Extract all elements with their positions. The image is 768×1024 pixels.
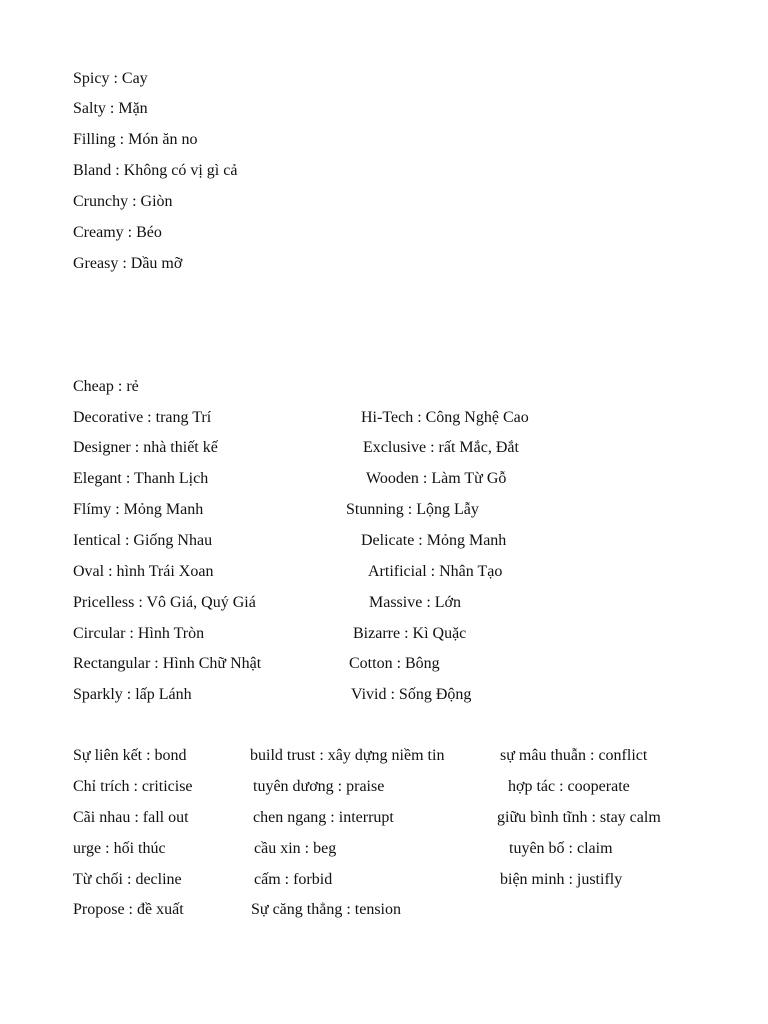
vocab-entry: Spicy : Cay	[73, 70, 148, 87]
vocab-entry: Crunchy : Giòn	[73, 193, 173, 210]
vocab-entry: Greasy : Dầu mỡ	[73, 255, 183, 272]
vocab-entry: biện minh : justifly	[500, 871, 623, 888]
vocab-entry: Pricelless : Vô Giá, Quý Giá	[73, 594, 256, 611]
vocab-entry: hợp tác : cooperate	[508, 778, 630, 795]
vocab-entry: Chỉ trích : criticise	[73, 778, 193, 795]
vocab-entry: Ientical : Giống Nhau	[73, 532, 213, 549]
vocab-entry: Sự liên kết : bond	[73, 747, 187, 764]
vocab-entry: Circular : Hình Tròn	[73, 625, 205, 642]
vocab-entry: Sự căng thẳng : tension	[251, 901, 401, 918]
vocab-entry: Filling : Món ăn no	[73, 131, 198, 148]
vocab-entry: tuyên bố : claim	[509, 840, 613, 857]
vocab-entry: Sparkly : lấp Lánh	[73, 686, 192, 703]
vocab-entry: Massive : Lớn	[369, 594, 462, 611]
vocab-entry: Creamy : Béo	[73, 224, 162, 241]
vocab-entry: giữu bình tĩnh : stay calm	[497, 809, 661, 826]
vocab-entry: Vivid : Sống Động	[351, 686, 472, 703]
vocab-entry: Exclusive : rất Mắc, Đắt	[363, 439, 519, 456]
vocab-entry: tuyên dương : praise	[253, 778, 385, 795]
vocab-entry: urge : hối thúc	[73, 840, 166, 857]
vocab-entry: Elegant : Thanh Lịch	[73, 470, 209, 487]
vocab-entry: Bland : Không có vị gì cả	[73, 162, 238, 179]
vocab-entry: Rectangular : Hình Chữ Nhật	[73, 655, 262, 672]
vocab-entry: Bizarre : Kì Quặc	[353, 625, 467, 642]
vocab-entry: Flímy : Mỏng Manh	[73, 501, 204, 518]
vocab-entry: Artificial : Nhân Tạo	[368, 563, 503, 580]
vocab-entry: Wooden : Làm Từ Gỗ	[366, 470, 507, 487]
vocab-entry: chen ngang : interrupt	[253, 809, 394, 826]
vocab-entry: Decorative : trang Trí	[73, 409, 212, 426]
vocab-entry: cấm : forbid	[254, 871, 333, 888]
vocab-entry: Cotton : Bông	[349, 655, 440, 672]
vocab-entry: Salty : Mặn	[73, 100, 148, 117]
vocab-entry: cầu xin : beg	[254, 840, 337, 857]
vocab-entry: Designer : nhà thiết kế	[73, 439, 218, 456]
vocab-entry: Delicate : Mỏng Manh	[361, 532, 507, 549]
vocab-entry: Hi-Tech : Công Nghệ Cao	[361, 409, 529, 426]
vocab-entry: Stunning : Lộng Lẫy	[346, 501, 479, 518]
vocab-entry: sự mâu thuẫn : conflict	[500, 747, 648, 764]
vocab-entry: Oval : hình Trái Xoan	[73, 563, 214, 580]
vocab-entry: Cheap : rẻ	[73, 378, 139, 395]
vocab-entry: Propose : đề xuất	[73, 901, 184, 918]
vocab-entry: Cãi nhau : fall out	[73, 809, 189, 826]
vocab-entry: build trust : xây dựng niềm tin	[250, 747, 445, 764]
vocab-entry: Từ chối : decline	[73, 871, 182, 888]
